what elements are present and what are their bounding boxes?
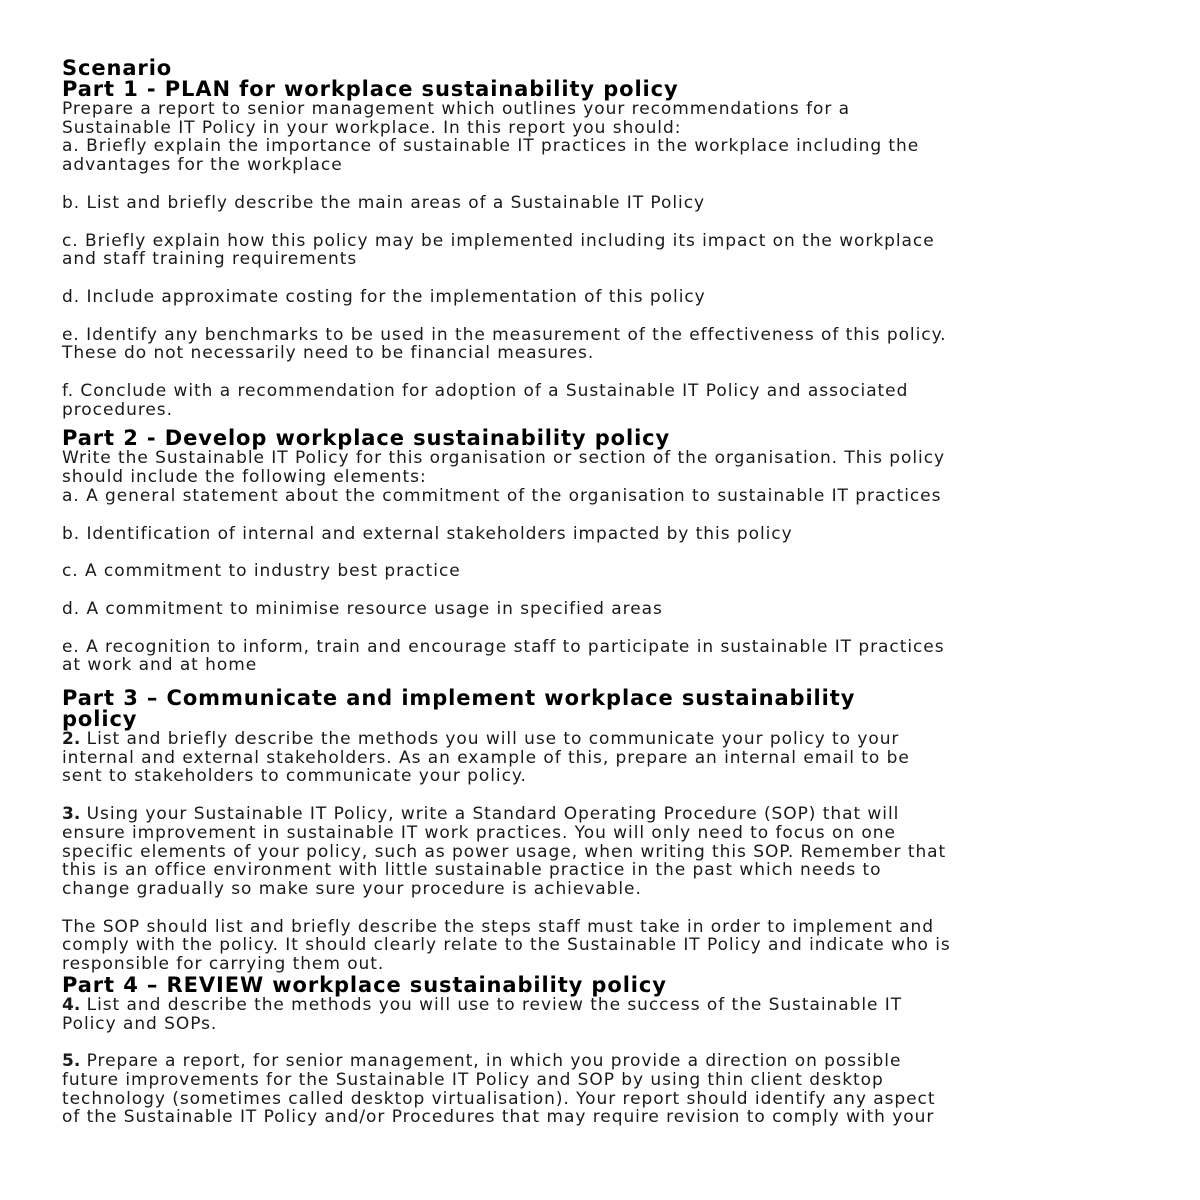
item-line: at work and at home [62, 655, 258, 676]
item-line: f. Conclude with a recommendation for adoption of a Sustainable IT Policy and associated [62, 381, 909, 402]
part2-item-b [62, 525, 1162, 544]
question-text: this is an office environment with little sustainable practice in the past which needs to [62, 860, 882, 881]
part3-heading-line: Part 3 – Communicate and implement workplace sustainability [62, 686, 856, 711]
item-line: d. A commitment to minimise resource usage in specified areas [62, 598, 663, 619]
item-line: c. Briefly explain how this policy may be implemented including its impact on the workplace [62, 230, 935, 251]
sop-paragraph [62, 918, 1162, 974]
part2-item-d [62, 600, 1162, 619]
part3-question-2 [62, 730, 1162, 786]
paragraph-line: responsible for carrying them out. [62, 954, 385, 975]
part1-intro-line: Prepare a report to senior management which outlines your recommendations for a [62, 99, 851, 119]
question-text: of the Sustainable IT Policy and/or Procedures that may require revision to comply with your [62, 1107, 935, 1128]
question-text: technology (sometimes called desktop virtualisation). Your report should identify any aspect [62, 1088, 936, 1109]
question-text: Policy and SOPs. [62, 1013, 218, 1034]
question-text: change gradually so make sure your procedure is achievable. [62, 878, 642, 899]
part4-question-4 [62, 996, 1162, 1033]
part1-item-f [62, 382, 1162, 419]
question-number: 5. [62, 1051, 81, 1072]
part2-item-a [62, 487, 1162, 506]
question-number: 2. [62, 729, 81, 750]
item-line: procedures. [62, 399, 173, 420]
question-text: ensure improvement in sustainable IT work practices. You will only need to focus on one [62, 822, 896, 843]
part1-item-d [62, 288, 1162, 307]
paragraph-line: comply with the policy. It should clearly relate to the Sustainable IT Policy and indicate who is [62, 935, 951, 956]
question-number: 3. [62, 804, 81, 825]
part2-heading: Part 2 - Develop workplace sustainability policy [62, 426, 671, 451]
part4-heading: Part 4 – REVIEW workplace sustainability policy [62, 972, 667, 997]
part4-question-5 [62, 1052, 1162, 1127]
item-line: and staff training requirements [62, 249, 358, 270]
item-line: b. Identification of internal and external stakeholders impacted by this policy [62, 523, 793, 544]
part2-item-e [62, 638, 1162, 675]
part3-heading [62, 688, 1162, 730]
part2-intro-line: should include the following elements: [62, 467, 427, 488]
part1-item-e [62, 326, 1162, 363]
question-text: specific elements of your policy, such as power usage, when writing this SOP. Remember that [62, 841, 947, 862]
part3-question-3 [62, 805, 1162, 899]
item-line: These do not necessarily need to be financial measures. [62, 343, 595, 364]
item-line: e. Identify any benchmarks to be used in the measurement of the effectiveness of this policy. [62, 324, 947, 345]
item-line: c. A commitment to industry best practice [62, 561, 461, 582]
item-line: d. Include approximate costing for the implementation of this policy [62, 286, 706, 307]
item-line: e. A recognition to inform, train and encourage staff to participate in sustainable IT practices [62, 636, 945, 657]
item-line: a. A general statement about the commitment of the organisation to sustainable IT practices [62, 485, 942, 506]
part1-item-b [62, 194, 1162, 213]
part2-item-c [62, 562, 1162, 581]
question-text: List and briefly describe the methods you will use to communicate your policy to your [80, 729, 900, 750]
question-number: 4. [62, 994, 81, 1015]
item-line: advantages for the workplace [62, 155, 343, 176]
part1-intro-line: Sustainable IT Policy in your workplace. In this report you should: [62, 117, 682, 138]
part1-item-c [62, 232, 1162, 269]
question-text: future improvements for the Sustainable IT Policy and SOP by using thin client desktop [62, 1069, 884, 1090]
scenario-heading: Scenario [62, 56, 173, 80]
question-text: Prepare a report, for senior management, in which you provide a direction on possible [80, 1051, 902, 1072]
paragraph-line: The SOP should list and briefly describe the steps staff must take in order to implement and [62, 916, 934, 937]
item-line: b. List and briefly describe the main areas of a Sustainable IT Policy [62, 192, 706, 213]
question-text: sent to stakeholders to communicate your policy. [62, 766, 527, 787]
part2-intro-line: Write the Sustainable IT Policy for this organisation or section of the organisation. This policy [62, 448, 946, 469]
question-text: internal and external stakeholders. As an example of this, prepare an internal email to be [62, 747, 910, 768]
question-text: List and describe the methods you will use to review the success of the Sustainable IT [80, 994, 903, 1015]
question-text: Using your Sustainable IT Policy, write a Standard Operating Procedure (SOP) that will [80, 804, 900, 825]
part3-heading-line: policy [62, 707, 138, 732]
part1-heading: Part 1 - PLAN for workplace sustainability policy [62, 77, 679, 101]
document-page [62, 58, 1162, 1127]
part1-item-a [62, 137, 1162, 174]
item-line: a. Briefly explain the importance of sustainable IT practices in the workplace including the [62, 136, 920, 157]
